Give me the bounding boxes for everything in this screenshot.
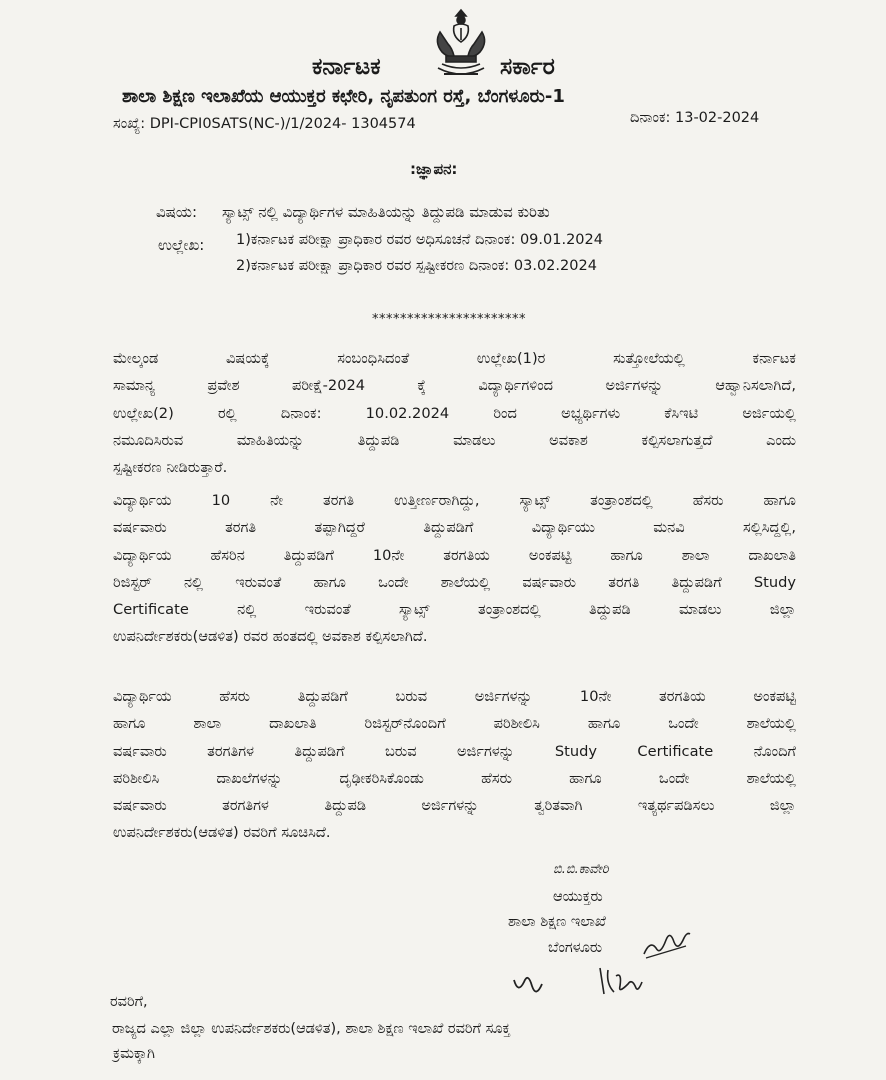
paragraph-line: ವಿದ್ಯಾರ್ಥಿಯ 10 ನೇ ತರಗತಿ ಉತ್ತೀರ್ಣರಾಗಿದ್ದು, ಸ್ಯಾಟ್ಸ್ ತಂತ್ರಾಂಶದಲ್ಲಿ ಹೆಸರು ಹಾಗೂ: [113, 492, 796, 509]
subject-text: ಸ್ಯಾಟ್ಸ್ ನಲ್ಲಿ ವಿದ್ಯಾರ್ಥಿಗಳ ಮಾಹಿತಿಯನ್ನು ತಿದ್ದುಪಡಿ ಮಾಡುವ ಕುರಿತು: [222, 203, 550, 221]
body-paragraph-3: [113, 683, 796, 847]
reference-item: 2)ಕರ್ನಾಟಕ ಪರೀಕ್ಷಾ ಪ್ರಾಧಿಕಾರ ರವರ ಸ್ಪಷ್ಟೀಕರಣ ದಿನಾಂಕ: 03.02.2024: [236, 258, 597, 274]
paragraph-line: ವಿದ್ಯಾರ್ಥಿಯ ಹೆಸರಿನ ತಿದ್ದುಪಡಿಗೆ 10ನೇ ತರಗತಿಯ ಅಂಕಪಟ್ಟಿ ಹಾಗೂ ಶಾಲಾ ದಾಖಲಾತಿ: [113, 546, 796, 564]
recipient-line: ರಾಜ್ಯದ ಎಲ್ಲಾ ಜಿಲ್ಲಾ ಉಪನಿರ್ದೇಶಕರು(ಆಡಳಿತ), ಶಾಲಾ ಶಿಕ್ಷಣ ಇಲಾಖೆ ರವರಿಗೆ ಸೂಕ್ತ: [112, 1021, 511, 1037]
paragraph-line: ಉಪನಿರ್ದೇಶಕರು(ಆಡಳಿತ) ರವರಿಗೆ ಸೂಚಿಸಿದೆ.: [113, 824, 331, 842]
recipient-label: ರವರಿಗೆ,: [110, 994, 148, 1010]
signatory-designation: ಆಯುಕ್ತರು: [553, 889, 603, 905]
paragraph-line: ರಿಜಿಸ್ಟರ್ ನಲ್ಲಿ ಇರುವಂತೆ ಹಾಗೂ ಒಂದೇ ಶಾಲೆಯಲ್ಲಿ ವರ್ಷವಾರು ತರಗತಿ ತಿದ್ದುಪಡಿಗೆ Study: [113, 573, 796, 591]
paragraph-line: ವಿದ್ಯಾರ್ಥಿಯ ಹೆಸರು ತಿದ್ದುಪಡಿಗೆ ಬರುವ ಅರ್ಜಿಗಳನ್ನು 10ನೇ ತರಗತಿಯ ಅಂಕಪಟ್ಟಿ: [113, 688, 796, 705]
signatory-department: ಶಾಲಾ ಶಿಕ್ಷಣ ಇಲಾಖೆ: [508, 914, 606, 930]
separator: **********************: [372, 312, 526, 327]
government-name-right: ಸರ್ಕಾರ: [500, 54, 555, 80]
state-emblem-icon: [428, 6, 494, 80]
paragraph-line: ಪರಿಶೀಲಿಸಿ ದಾಖಲೆಗಳನ್ನು ದೃಢೀಕರಿಸಿಕೊಂಡು ಹೆಸರು ಹಾಗೂ ಒಂದೇ ಶಾಲೆಯಲ್ಲಿ: [113, 769, 796, 787]
subject-label: ವಿಷಯ:: [156, 203, 197, 221]
paragraph-line: ವರ್ಷವಾರು ತರಗತಿ ತಪ್ಪಾಗಿದ್ದರೆ ತಿದ್ದುಪಡಿಗೆ ವಿದ್ಯಾರ್ಥಿಯು ಮನವಿ ಸಲ್ಲಿಸಿದ್ದಲ್ಲಿ,: [113, 519, 796, 537]
paragraph-line: ಸ್ಪಷ್ಟೀಕರಣ ನೀಡಿರುತ್ತಾರೆ.: [113, 459, 228, 477]
office-address: ಶಾಲಾ ಶಿಕ್ಷಣ ಇಲಾಖೆಯ ಆಯುಕ್ತರ ಕಛೇರಿ, ನೃಪತುಂಗ ರಸ್ತೆ, ಬೆಂಗಳೂರು-1: [122, 86, 565, 107]
memo-date: ದಿನಾಂಕ: 13-02-2024: [630, 110, 760, 126]
body-paragraph-2: [113, 487, 796, 651]
paragraph-line: Certificate ನಲ್ಲಿ ಇರುವಂತೆ ಸ್ಯಾಟ್ಸ್ ತಂತ್ರಾಂಶದಲ್ಲಿ ತಿದ್ದುಪಡಿ ಮಾಡಲು ಜಿಲ್ಲಾ: [113, 601, 796, 619]
government-name-left: ಕರ್ನಾಟಕ: [312, 54, 381, 80]
signature-flourish: [640, 928, 692, 962]
paragraph-line: ಸಾಮಾನ್ಯ ಪ್ರವೇಶ ಪರೀಕ್ಷೆ-2024 ಕ್ಕೆ ವಿದ್ಯಾರ್ಥಿಗಳಿಂದ ಅರ್ಜಿಗಳನ್ನು ಆಹ್ವಾನಿಸಲಾಗಿದೆ,: [113, 377, 796, 395]
paragraph-line: ಹಾಗೂ ಶಾಲಾ ದಾಖಲಾತಿ ರಿಜಿಸ್ಟರ್‌ನೊಂದಿಗೆ ಪರಿಶೀಲಿಸಿ ಹಾಗೂ ಒಂದೇ ಶಾಲೆಯಲ್ಲಿ: [113, 715, 796, 733]
reference-item: 1)ಕರ್ನಾಟಕ ಪರೀಕ್ಷಾ ಪ್ರಾಧಿಕಾರ ರವರ ಅಧಿಸೂಚನೆ ದಿನಾಂಕ: 09.01.2024: [236, 232, 603, 248]
reference-number: ಸಂಖ್ಯೆ: DPI-CPI0SATS(NC-)/1/2024- 1304574: [113, 116, 416, 132]
paragraph-line: ನಮೂದಿಸಿರುವ ಮಾಹಿತಿಯನ್ನು ತಿದ್ದುಪಡಿ ಮಾಡಲು ಅವಕಾಶ ಕಲ್ಪಿಸಲಾಗುತ್ತದೆ ಎಂದು: [113, 431, 796, 449]
body-paragraph-1: [113, 345, 796, 481]
signatory-initials: ಬಿ.ಬಿ.ಕಾವೇರಿ: [553, 862, 609, 877]
paragraph-line: ವರ್ಷವಾರು ತರಗತಿಗಳ ತಿದ್ದುಪಡಿ ಅರ್ಜಿಗಳನ್ನು ತ್ವರಿತವಾಗಿ ಇತ್ಯರ್ಥಪಡಿಸಲು ಜಿಲ್ಲಾ: [113, 797, 796, 815]
memo-title: :ಜ್ಞಾಪನ:: [410, 160, 458, 178]
handwritten-signature: [508, 960, 658, 1000]
references-label: ಉಲ್ಲೇಖ:: [158, 236, 205, 254]
paragraph-line: ಮೇಲ್ಕಂಡ ವಿಷಯಕ್ಕೆ ಸಂಬಂಧಿಸಿದಂತೆ ಉಲ್ಲೇಖ(1)ರ ಸುತ್ತೋಲೆಯಲ್ಲಿ ಕರ್ನಾಟಕ: [113, 350, 796, 367]
recipient-action: ಕ್ರಮಕ್ಕಾಗಿ: [113, 1046, 155, 1062]
paragraph-line: ಉಪನಿರ್ದೇಶಕರು(ಆಡಳಿತ) ರವರ ಹಂತದಲ್ಲಿ ಅವಕಾಶ ಕಲ್ಪಿಸಲಾಗಿದೆ.: [113, 628, 428, 646]
paragraph-line: ವರ್ಷವಾರು ತರಗತಿಗಳ ತಿದ್ದುಪಡಿಗೆ ಬರುವ ಅರ್ಜಿಗಳನ್ನು Study Certificate ನೊಂದಿಗೆ: [113, 742, 796, 760]
signatory-city: ಬೆಂಗಳೂರು: [548, 940, 603, 956]
paragraph-line: ಉಲ್ಲೇಖ(2) ರಲ್ಲಿ ದಿನಾಂಕ: 10.02.2024 ರಿಂದ ಅಭ್ಯರ್ಥಿಗಳು ಕೆಸಿಇಟಿ ಅರ್ಜಿಯಲ್ಲಿ: [113, 404, 796, 422]
